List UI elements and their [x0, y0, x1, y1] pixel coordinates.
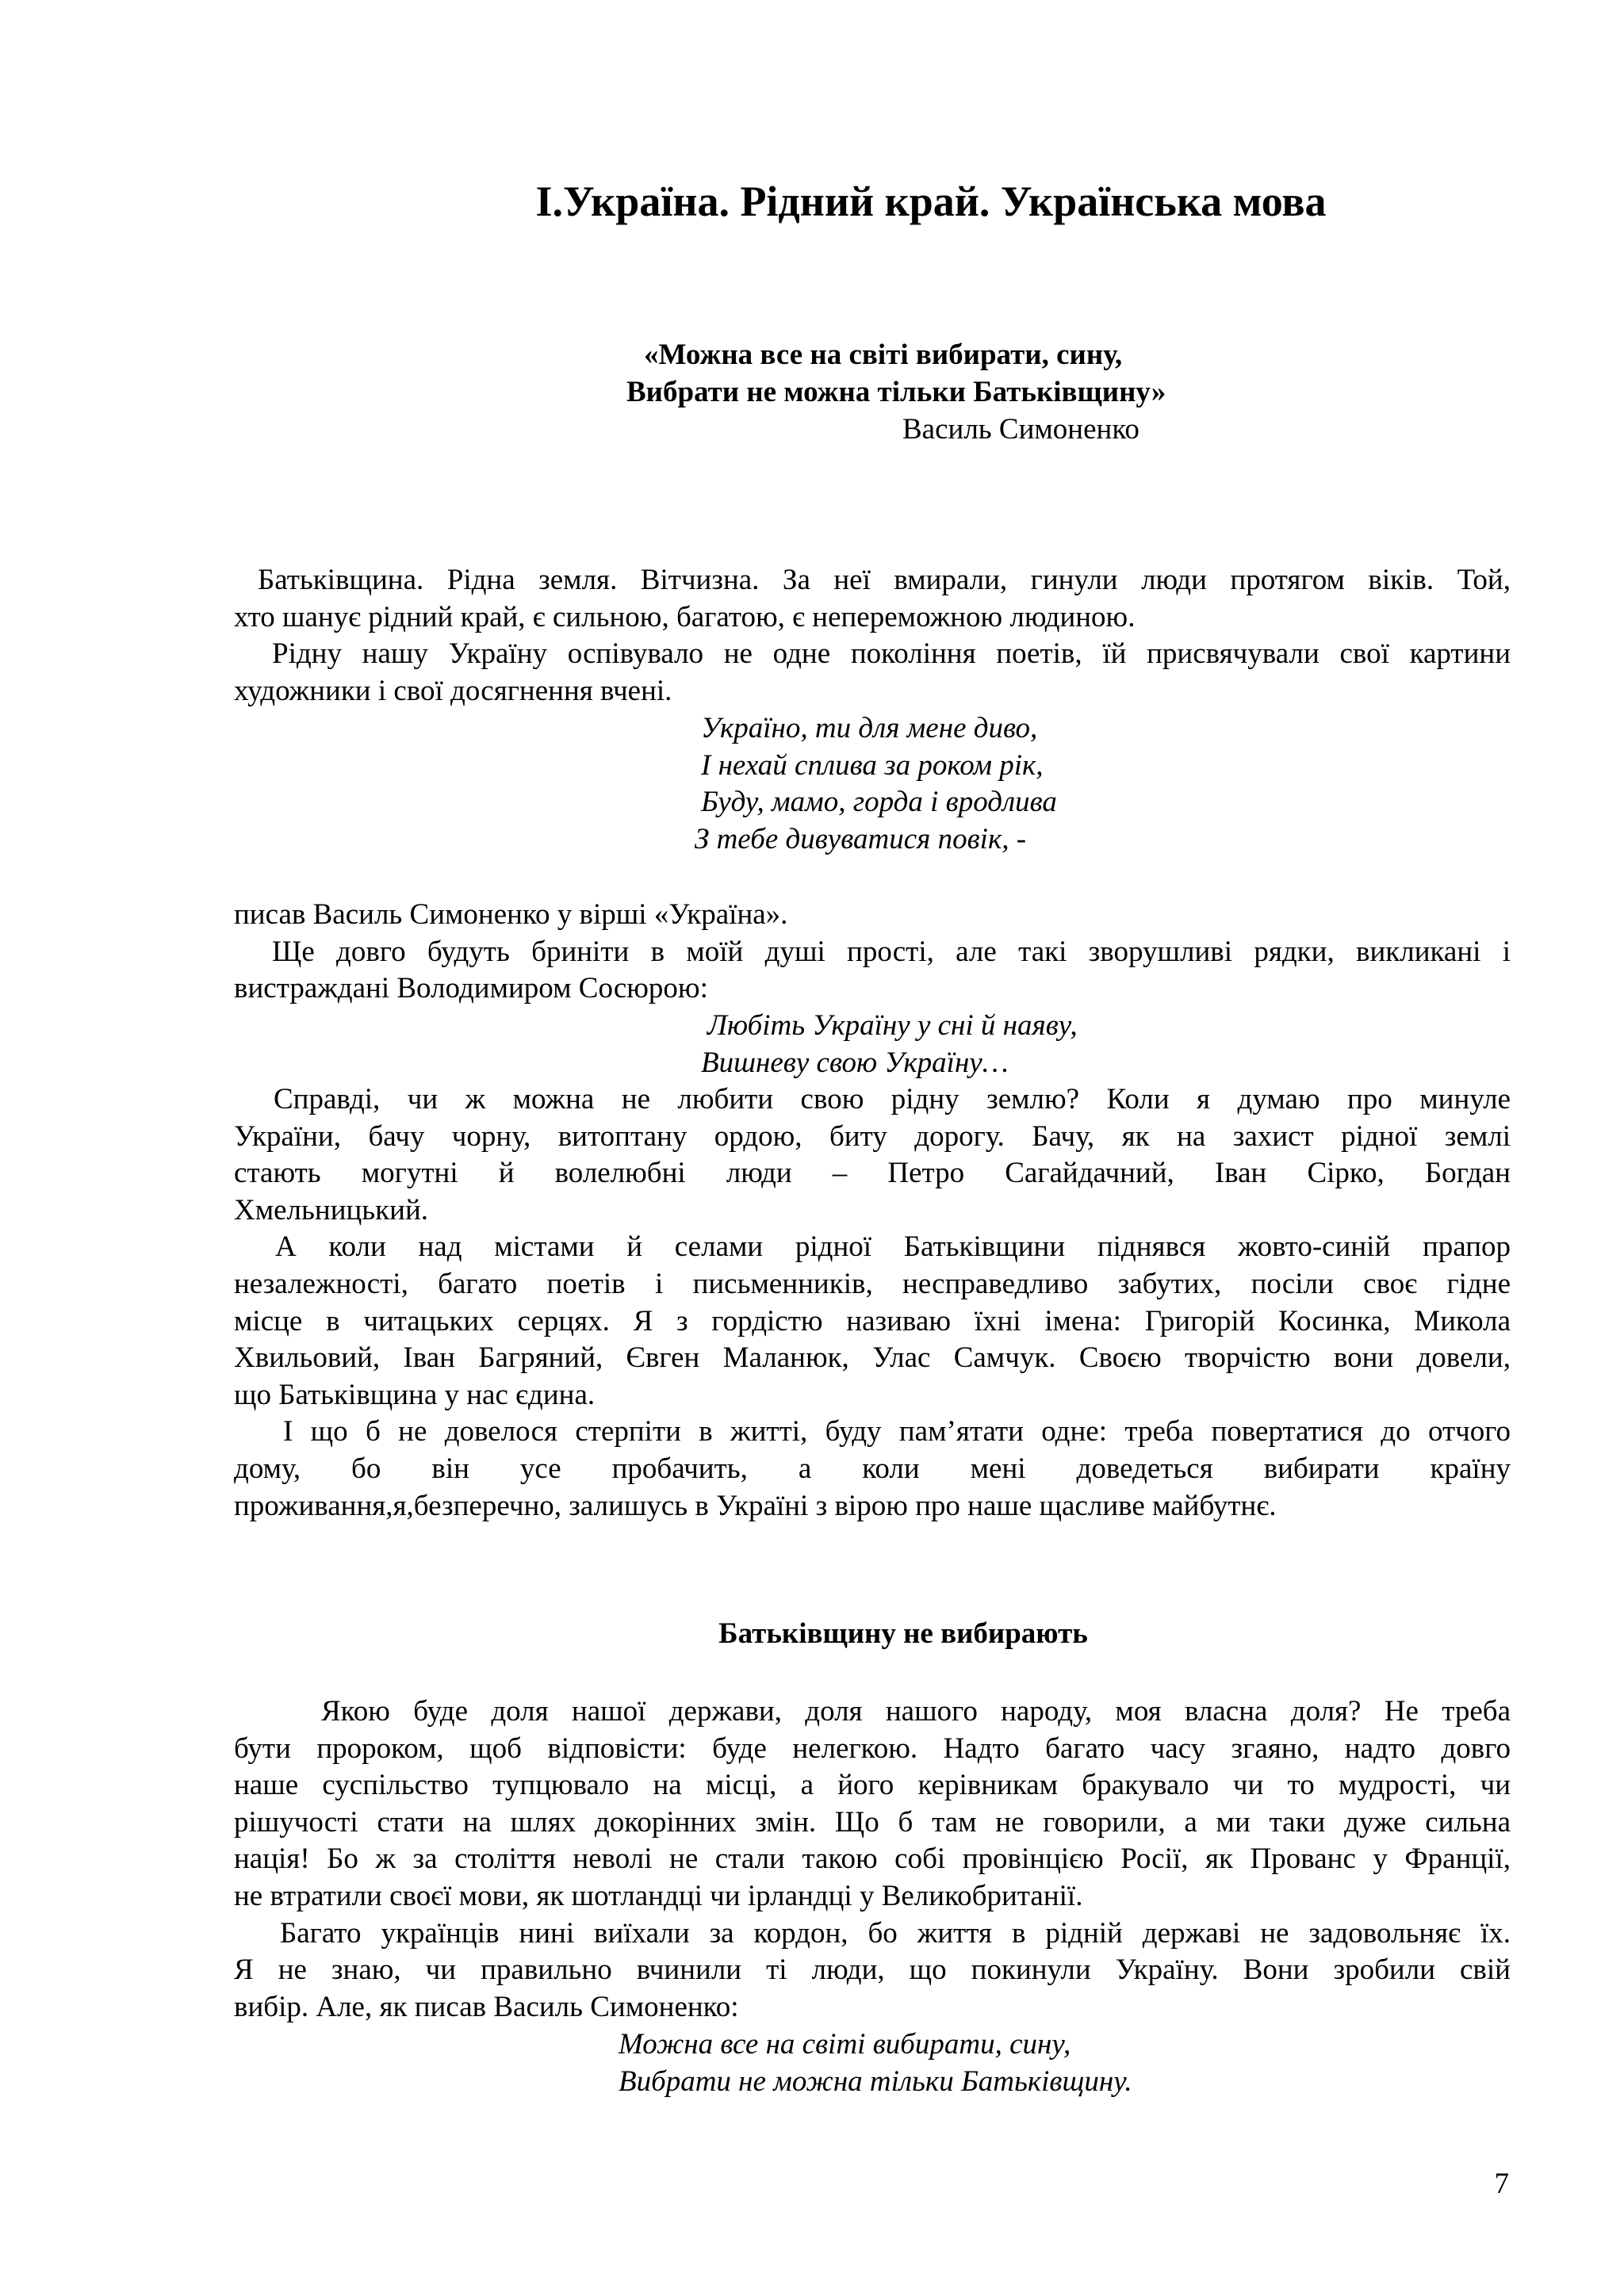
page-number: 7 [1494, 2168, 1509, 2200]
paragraph-line: стають могутні й волелюбні люди – Петро Сагайдачний, Іван Сірко, Богдан [234, 1157, 1511, 1190]
paragraph-line: незалежності, багато поетів і письменників, несправедливо забутих, посіли своє гідне [234, 1267, 1511, 1300]
epigraph-line-1: «Можна все на світі вибирати, сину, [644, 339, 1123, 371]
poem-line: З тебе дивуватися повік, - [695, 822, 1027, 855]
poem-line: Україно, ти для мене диво, [701, 712, 1038, 744]
section1-text-block-3 [234, 1081, 1511, 1525]
paragraph-line: писав Василь Симоненко у вірші «Україна». [234, 898, 788, 931]
paragraph-line: вибір. Але, як писав Василь Симоненко: [234, 1990, 739, 2023]
poem-line: Можна все на світі вибирати, сину, [619, 2028, 1071, 2061]
paragraph-line: проживання,я,безперечно, залишусь в Україні з вірою про наше щасливе майбутнє. [234, 1489, 1277, 1522]
paragraph-line: Ще довго будуть бриніти в моїй душі прості, але такі зворушливі рядки, викликані і [272, 935, 1511, 968]
paragraph-line: Хвильовий, Іван Багряний, Євген Маланюк, Улас Самчук. Своєю творчістю вони довели, [234, 1341, 1511, 1375]
paragraph-line: нація! Бо ж за століття неволі не стали такою собі провінцією Росії, як Прованс у Франції, [234, 1843, 1511, 1876]
poem-line: І нехай сплива за роком рік, [701, 748, 1044, 782]
paragraph-line: дому, бо він усе пробачить, а коли мені доведеться вибирати країну [234, 1452, 1511, 1485]
epigraph-author: Василь Симоненко [902, 413, 1139, 446]
poem-symonenko [619, 2026, 1132, 2100]
poem-line: Вишневу свою Україну… [701, 1046, 1009, 1079]
section1-text-block-2 [234, 897, 1511, 1008]
poem-line: Буду, мамо, горда і вродлива [701, 786, 1057, 819]
paragraph-line: місце в читацьких серцях. Я з гордістю називаю їхні імена: Григорій Косинка, Микола [234, 1304, 1511, 1337]
paragraph-line: Багато українців нині виїхали за кордон, бо життя в рідній державі не задовольняє їх. [280, 1916, 1511, 1950]
paragraph-line: І що б не довелося стерпіти в житті, буду пам’ятати одне: треба повертатися до отчого [283, 1415, 1511, 1448]
paragraph-line: хто шанує рідний край, є сильною, багатою, є непереможною людиною. [234, 600, 1136, 633]
page-title: I.Україна. Рідний край. Українська мова [535, 178, 1327, 225]
paragraph-line: не втратили своєї мови, як шотландці чи ірландці у Великобританії. [234, 1879, 1083, 1912]
paragraph-line: вистраждані Володимиром Сосюрою: [234, 972, 708, 1005]
paragraph-line: Рідну нашу Україну оспівувало не одне покоління поетів, їй присвячували свої картини [272, 637, 1511, 671]
paragraph-line: Якою буде доля нашої держави, доля нашого народу, моя власна доля? Не треба [321, 1695, 1511, 1728]
paragraph-line: наше суспільство тупцювало на місці, а його керівникам бракувало чи то мудрості, чи [234, 1769, 1511, 1802]
paragraph-line: Справді, чи ж можна не любити свою рідну землю? Коли я думаю про минуле [274, 1083, 1511, 1115]
paragraph-line: Я не знаю, чи правильно вчинили ті люди, що покинули Україну. Вони зробили свій [234, 1954, 1511, 1987]
paragraph-line: бути пророком, щоб відповісти: буде нелегкою. Надто багато часу згаяно, надто довго [234, 1732, 1511, 1765]
paragraph-line: А коли над містами й селами рідної Батьківщини піднявся жовто-синій прапор [275, 1230, 1511, 1264]
poem-sosiura [701, 1008, 1078, 1081]
paragraph-line: художники і свої досягнення вчені. [234, 674, 672, 707]
paragraph-line: що Батьківщина у нас єдина. [234, 1378, 596, 1411]
poem-line: Вибрати не можна тільки Батьківщину. [619, 2064, 1132, 2098]
paragraph-line: Хмельницький. [234, 1193, 428, 1226]
epigraph-line-2: Вибрати не можна тільки Батьківщину» [626, 376, 1166, 408]
paragraph-line: Батьківщина. Рідна земля. Вітчизна. За неї вмирали, гинули люди протягом віків. Той, [258, 564, 1511, 596]
poem-line: Любіть Україну у сні й наяву, [707, 1009, 1078, 1042]
section-heading: Батьківщину не вибирають [718, 1617, 1088, 1650]
section1-text-block-1 [234, 562, 1511, 710]
paragraph-line: рішучості стати на шлях докорінних змін. Що б там не говорили, а ми таки дуже сильна [234, 1805, 1511, 1839]
paragraph-line: України, бачу чорну, витоптану ордою, биту дорогу. Бачу, як на захист рідної землі [234, 1119, 1511, 1153]
section2-text-block [234, 1693, 1511, 2026]
poem-ukraine [695, 710, 1057, 858]
